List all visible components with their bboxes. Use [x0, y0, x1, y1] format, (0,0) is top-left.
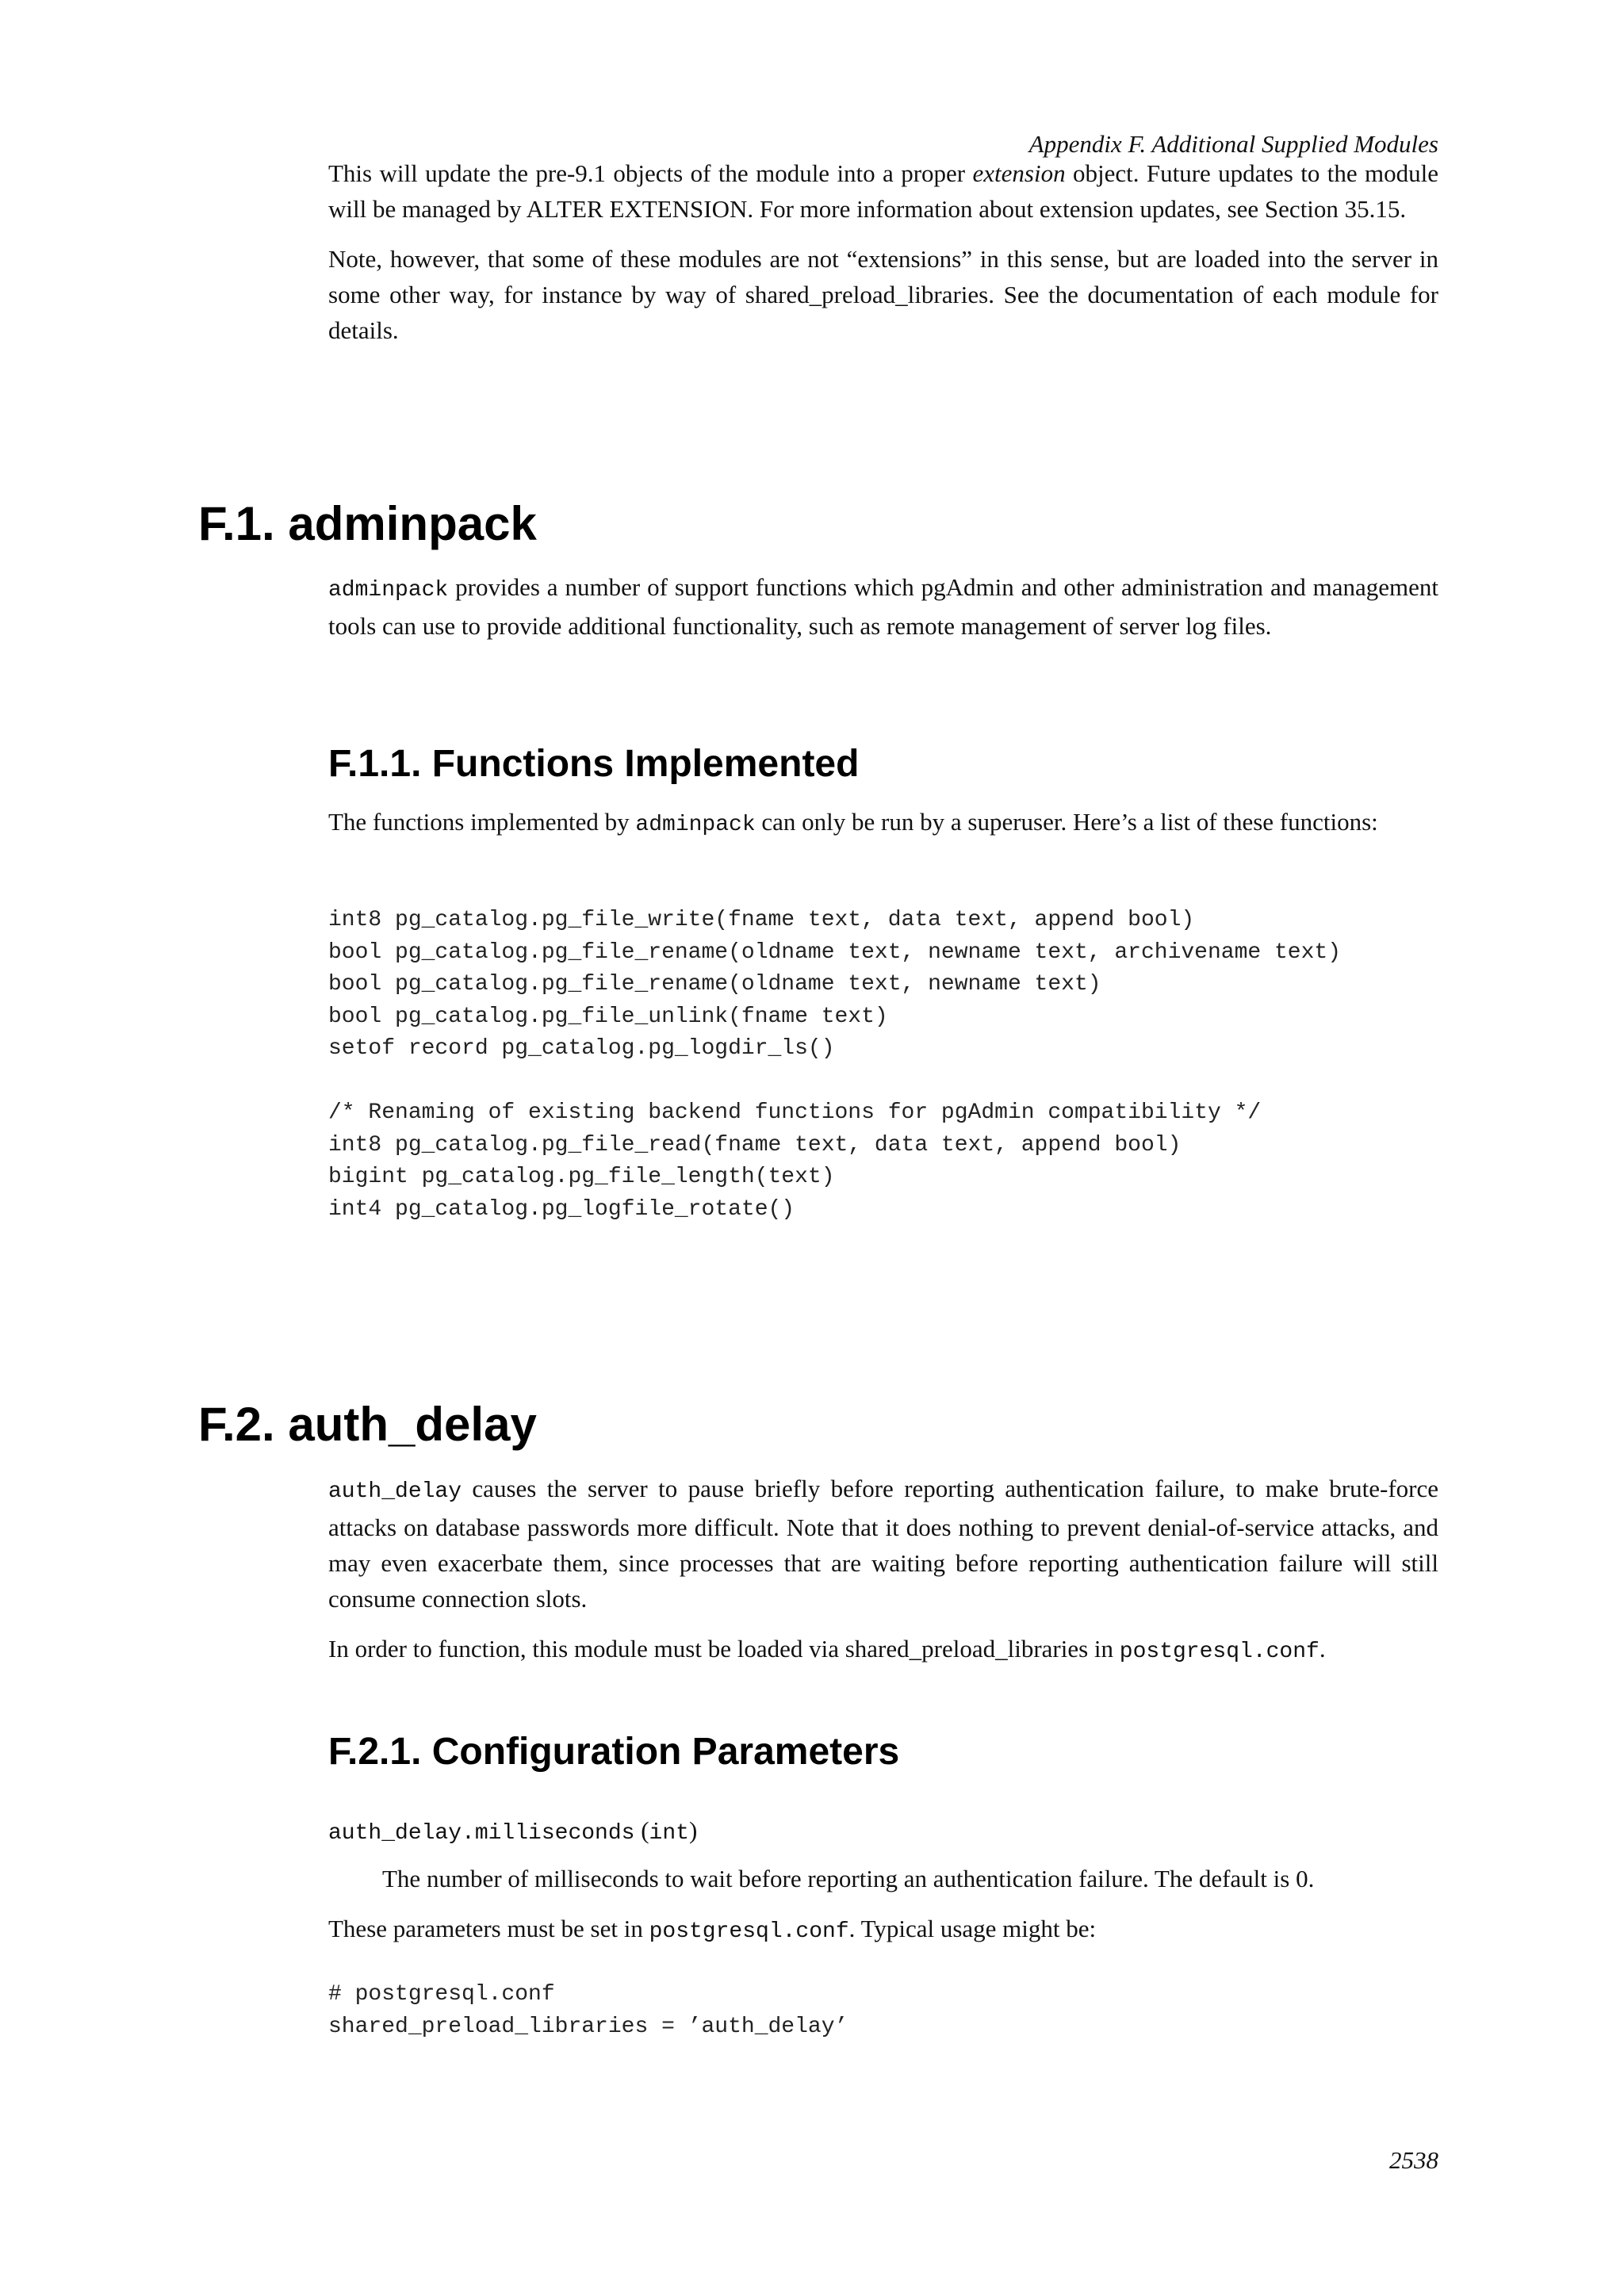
code-line: int8 pg_catalog.pg_file_read(fname text, data text, append bool)	[328, 1132, 1182, 1158]
auth-delay-paragraph	[328, 1471, 1438, 1617]
auth-delay-load-paragraph	[328, 1631, 1438, 1670]
intro-p1-emphasis: extension	[972, 159, 1066, 187]
code-line: setof record pg_catalog.pg_logdir_ls()	[328, 1036, 835, 1061]
config-code-block	[328, 1979, 848, 2043]
adminpack-desc-text: provides a number of support functions which pgAdmin and other administration and management tools can use to provide additional functionality, such as remote management of server log files.	[328, 573, 1438, 640]
usage-text-cont: . Typical usage might be:	[848, 1915, 1097, 1942]
code-line: bigint pg_catalog.pg_file_length(text)	[328, 1165, 835, 1189]
code-line: bool pg_catalog.pg_file_rename(oldname text, newname text)	[328, 972, 1101, 997]
running-head: Appendix F. Additional Supplied Modules	[1028, 130, 1438, 158]
auth-delay-description	[328, 1471, 1438, 1670]
code-line-blank	[328, 1066, 1341, 1098]
config-param-entry	[328, 1812, 1438, 1950]
load-text: In order to function, this module must be loaded via shared_preload_libraries in	[328, 1635, 1120, 1663]
code-line: int4 pg_catalog.pg_logfile_rotate()	[328, 1196, 795, 1222]
param-term	[328, 1812, 1438, 1851]
functions-paragraph	[328, 804, 1438, 843]
code-comment-line: # postgresql.conf	[328, 1982, 555, 2007]
adminpack-description	[328, 569, 1438, 644]
intro-p1-text: This will update the pre-9.1 objects of the module into a proper	[328, 159, 973, 187]
code-line: int8 pg_catalog.pg_file_write(fname text, data text, append bool)	[328, 908, 1195, 932]
adminpack-paragraph	[328, 569, 1438, 644]
code-comment-line: /* Renaming of existing backend functions for pgAdmin compatibility */	[328, 1100, 1262, 1125]
param-name: auth_delay.milliseconds	[328, 1821, 635, 1846]
adminpack-code-term: adminpack	[328, 578, 449, 603]
functions-text: The functions implemented by	[328, 808, 636, 836]
auth-delay-code-term: auth_delay	[328, 1479, 462, 1504]
functions-text-cont: can only be run by a superuser. Here’s a list of these functions:	[755, 808, 1378, 836]
functions-code-term: adminpack	[635, 813, 756, 837]
param-close-paren: )	[688, 1816, 698, 1844]
code-line: shared_preload_libraries = ’auth_delay’	[328, 2014, 848, 2039]
page-number: 2538	[1389, 2146, 1438, 2174]
code-line: bool pg_catalog.pg_file_rename(oldname text, newname text, archivename text)	[328, 939, 1342, 965]
intro-p1-text-cont: object. Future updates to the module will be managed by ALTER EXTENSION. For more information about extension updates, see Section 35.15.	[328, 159, 1438, 223]
subsection-heading-configuration-parameters: F.2.1. Configuration Parameters	[328, 1731, 900, 1773]
functions-code-block	[328, 905, 1341, 1226]
usage-text: These parameters must be set in	[328, 1915, 649, 1942]
section-heading-adminpack: F.1. adminpack	[198, 497, 537, 550]
param-open-paren: (	[634, 1816, 649, 1844]
functions-intro	[328, 804, 1438, 843]
auth-delay-desc-text: causes the server to pause briefly before reporting authentication failure, to make brute-force attacks on database passwords more difficult. Note that it does nothing to prevent denial-of-service attacks, and may even exacerbate them, since processes that are waiting before reporting authentication failure will still consume connection slots.	[328, 1475, 1438, 1613]
subsection-heading-functions-implemented: F.1.1. Functions Implemented	[328, 743, 860, 785]
intro-paragraph-2: Note, however, that some of these modules are not “extensions” in this sense, but are loaded into the server in some other way, for instance by way of shared_preload_libraries. See the documentation of each module for details.	[328, 245, 1438, 344]
intro-paragraph-1	[328, 155, 1438, 227]
load-code-term: postgresql.conf	[1119, 1640, 1320, 1664]
intro-section	[328, 155, 1438, 348]
usage-paragraph	[328, 1911, 1438, 1950]
usage-code-term: postgresql.conf	[649, 1919, 849, 1944]
code-line: bool pg_catalog.pg_file_unlink(fname text)	[328, 1004, 888, 1029]
section-heading-auth-delay: F.2. auth_delay	[198, 1398, 537, 1451]
param-type: int	[649, 1821, 689, 1846]
param-description: The number of milliseconds to wait before reporting an authentication failure. The default is 0.	[382, 1865, 1315, 1892]
load-text-end: .	[1319, 1635, 1326, 1663]
